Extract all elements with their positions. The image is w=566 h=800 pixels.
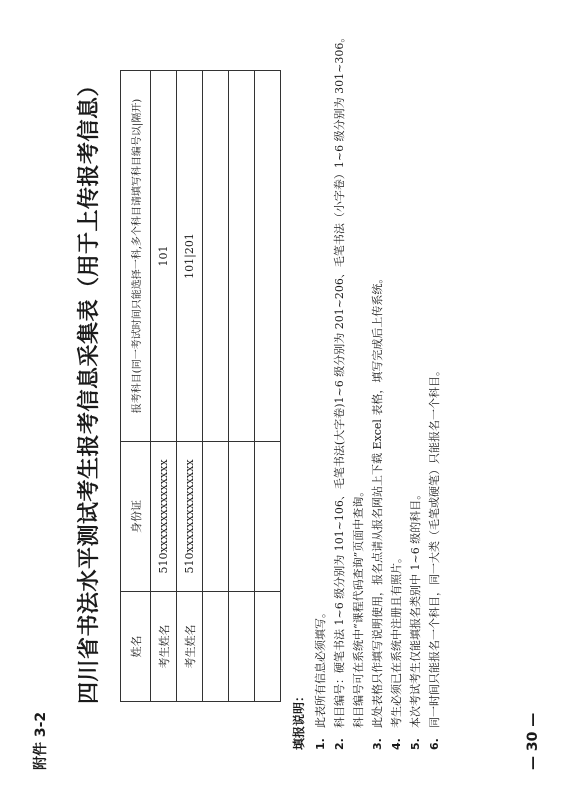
cell-name [203,592,229,702]
header-name: 姓名 [121,592,151,702]
page-title: 四川省书法水平测试考生报考信息采集表（用于上传报考信息） [76,73,102,704]
info-collection-table [120,70,281,702]
note-item [406,30,425,750]
note-number: 5. [409,738,422,750]
cell-name [255,592,281,702]
note-number: 3. [371,738,384,750]
cell-name: 考生姓名 [151,592,177,702]
cell-id [203,442,229,592]
note-continuation: 科目编号可在系统中“课程代码查询”页面中查询。 [352,485,365,728]
table-row [229,71,255,702]
cell-id [229,442,255,592]
table-row [177,71,203,702]
note-item [387,30,406,750]
note-text: 此表所有信息必须填写。 [314,607,327,728]
table-row [255,71,281,702]
cell-id: 510xxxxxxxxxxxxxxx [151,442,177,592]
cell-subject [229,71,255,442]
note-number: 4. [390,738,403,750]
note-number: 1. [314,738,327,750]
note-text: 考生必须已在系统中注册且有照片。 [390,552,403,728]
note-number: 6. [428,738,441,750]
cell-name [229,592,255,702]
cell-subject [255,71,281,442]
note-text: 本次考试考生仅能填报名类别中 1~6 级的科目。 [409,488,422,728]
attachment-label: 附件 3-2 [33,711,49,770]
note-item [425,30,444,750]
note-item [330,30,349,750]
note-item [368,30,387,750]
note-number: 2. [333,738,346,750]
page-number: — 30 — [525,712,541,770]
instructions-title: 填报说明： [292,689,306,750]
cell-subject: 101 [151,71,177,442]
table-row [151,71,177,702]
cell-subject: 101|201 [177,71,203,442]
header-id: 身份证 [121,442,151,592]
header-subject: 报考科目(同一考试时间只能选择一科,多个科目请填写科目编号以|隔开) [121,71,151,442]
cell-id [255,442,281,592]
table-row [203,71,229,702]
note-text: 科目编号：硬笔书法 1~6 级分别为 101~106、毛笔书法(大字卷)1~6 级分别为 201~206、毛笔书法（小字卷）1~6 级分别为 301~306。 [333,31,346,728]
note-text: 此处表格只作填写说明使用，报名点请从报名网站上下载 Excel 表格，填写完成后上传系统。 [371,272,384,728]
table-header-row [121,71,151,702]
cell-id: 510xxxxxxxxxxxxxxx [177,442,203,592]
instructions [290,30,444,750]
cell-name: 考生姓名 [177,592,203,702]
cell-subject [203,71,229,442]
note-text: 同一时间只能报名一个科目，同一大类（毛笔或硬笔）只能报名一个科目。 [428,365,441,728]
note-item [311,30,330,750]
